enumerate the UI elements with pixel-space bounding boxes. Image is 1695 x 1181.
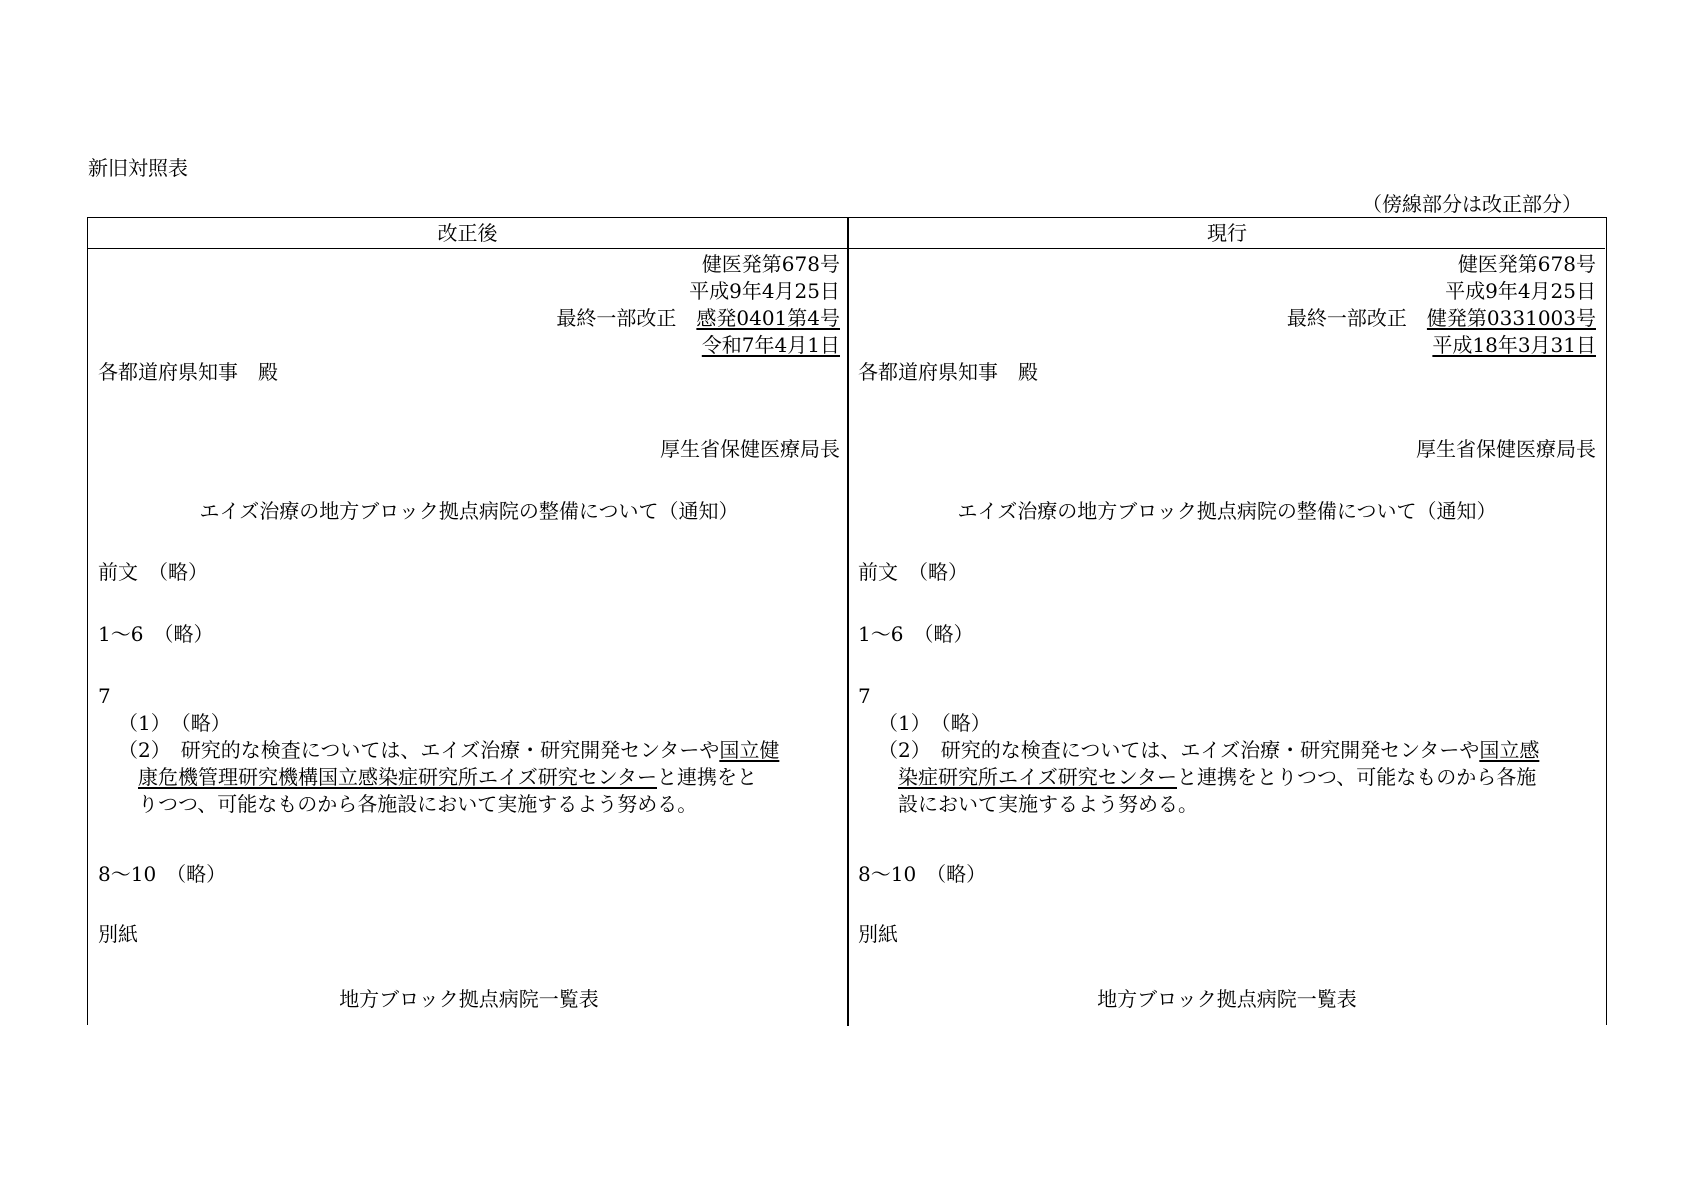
doc-number: 健医発第678号	[1457, 252, 1596, 276]
last-amendment-label: 最終一部改正	[556, 306, 677, 330]
attachment-label: 別紙	[98, 922, 138, 946]
section-8-10: 8～10 （略）	[98, 862, 227, 886]
last-amendment-label: 最終一部改正	[1286, 306, 1407, 330]
section-8-10: 8～10 （略）	[858, 862, 987, 886]
last-amendment-number: 感発0401第4号	[696, 306, 840, 330]
item-1: （1） （略）	[878, 711, 991, 735]
new-column	[98, 250, 840, 1020]
sender: 厚生省保健医療局長	[1416, 437, 1596, 461]
last-amendment	[556, 304, 840, 332]
preamble: 前文 （略）	[98, 560, 208, 584]
header-old: 現行	[849, 218, 1605, 249]
item-1: （1） （略）	[118, 711, 231, 735]
doc-date: 平成9年4月25日	[1445, 279, 1596, 303]
preamble: 前文 （略）	[858, 560, 968, 584]
attachment-title: 地方ブロック拠点病院一覧表	[339, 987, 599, 1011]
item-2-line-3: りつつ、可能なものから各施設において実施するよう努める。	[138, 792, 698, 816]
attachment-label: 別紙	[858, 922, 898, 946]
last-amendment-date: 平成18年3月31日	[1432, 333, 1596, 357]
sender: 厚生省保健医療局長	[660, 437, 840, 461]
doc-number: 健医発第678号	[701, 252, 840, 276]
item-2-line-1: （2） 研究的な検査については、エイズ治療・研究開発センターや国立感	[878, 738, 1540, 762]
section-1-6: 1～6 （略）	[858, 622, 974, 646]
header-new: 改正後	[88, 218, 847, 249]
doc-date: 平成9年4月25日	[689, 279, 840, 303]
section-1-6: 1～6 （略）	[98, 622, 214, 646]
section-7: 7	[98, 684, 111, 708]
item-2-line-2: 康危機管理研究機構国立感染症研究所エイズ研究センターと連携をと	[138, 765, 757, 789]
section-7: 7	[858, 684, 871, 708]
addressee: 各都道府県知事 殿	[858, 360, 1038, 384]
addressee: 各都道府県知事 殿	[98, 360, 278, 384]
last-amendment-number: 健発第0331003号	[1426, 306, 1596, 330]
item-2-line-2: 染症研究所エイズ研究センターと連携をとりつつ、可能なものから各施	[898, 765, 1537, 789]
page-title: 新旧対照表	[88, 156, 188, 180]
last-amendment	[1287, 304, 1596, 332]
subject: エイズ治療の地方ブロック拠点病院の整備について（通知）	[957, 499, 1497, 523]
item-2-line-1: （2） 研究的な検査については、エイズ治療・研究開発センターや国立健	[118, 738, 780, 762]
subject: エイズ治療の地方ブロック拠点病院の整備について（通知）	[199, 499, 739, 523]
column-divider	[847, 218, 849, 1026]
attachment-title: 地方ブロック拠点病院一覧表	[1097, 987, 1357, 1011]
last-amendment-date: 令和7年4月1日	[701, 333, 840, 357]
item-2-line-3: 設において実施するよう努める。	[898, 792, 1198, 816]
underline-note: （傍線部分は改正部分）	[1362, 192, 1582, 216]
old-column	[858, 250, 1596, 1020]
comparison-table	[87, 217, 1607, 1025]
